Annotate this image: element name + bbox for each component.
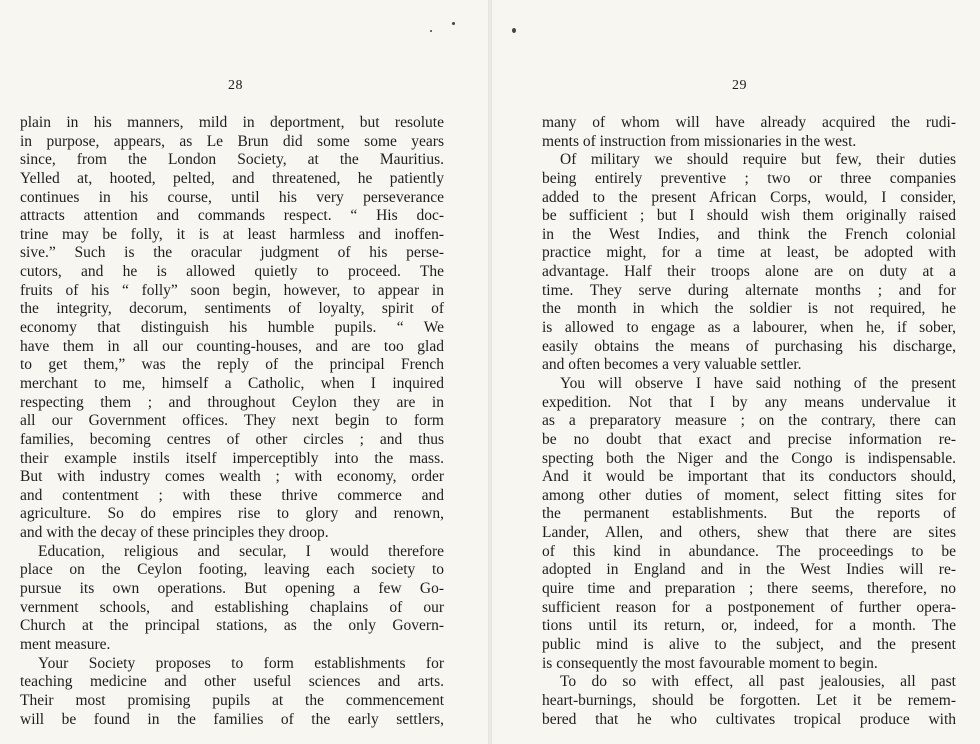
text-line: ment measure. — [20, 635, 111, 653]
left-page — [0, 0, 488, 744]
text-line: agriculture. So do empires rise to glory and renown, — [20, 505, 444, 523]
text-line: as a preparatory measure ; on the contrary, there can — [542, 412, 956, 430]
text-line: among other duties of moment, select fitting sites for — [542, 486, 956, 504]
text-line: heart-burnings, should be forgotten. Let it be remem- — [542, 691, 956, 709]
text-line: in the West Indies, and think the French colonial — [542, 225, 956, 243]
text-line: will be found in the families of the early settlers, — [20, 710, 444, 728]
text-line: many of whom will have already acquired the rudi- — [542, 114, 956, 131]
text-line: public mind is alive to the subject, and the present — [542, 635, 956, 653]
text-line: trine may be folly, it is at least harmless and inoffen- — [20, 225, 444, 243]
text-line: Church at the principal stations, as the only Govern- — [20, 617, 444, 635]
text-line: To do so with effect, all past jealousies, all past — [560, 673, 956, 691]
text-line: continues in his course, until his very perseverance — [20, 188, 444, 206]
text-line: Of military we should require but few, their duties — [560, 151, 956, 169]
text-line: and contentment ; with these thrive commerce and — [20, 486, 444, 504]
text-line: their example instils itself imperceptibly into the mass. — [20, 449, 444, 467]
text-line: families, becoming centres of other circles ; and thus — [20, 430, 444, 448]
text-line: be sufficient ; but I should wish them originally raised — [542, 207, 956, 225]
right-page-text — [542, 114, 956, 729]
text-line: the integrity, decorum, sentiments of loyalty, spirit of — [20, 300, 444, 318]
text-line: vernment schools, and establishing chaplains of our — [20, 598, 444, 616]
right-page — [492, 0, 980, 744]
text-line: easily obtains the means of purchasing his discharge, — [542, 337, 956, 355]
text-line: sive.” Such is the oracular judgment of his perse- — [20, 244, 444, 262]
text-line: have them in all our counting-houses, and are too glad — [20, 337, 444, 355]
text-line: economy that distinguish his humble pupils. “ We — [20, 319, 444, 337]
text-line: advantage. Half their troops alone are on duty at a — [542, 263, 956, 281]
text-line: Education, religious and secular, I would therefore — [38, 542, 444, 560]
text-line: is consequently the most favourable moment to begin. — [542, 654, 878, 672]
text-line: And it would be important that its conductors should, — [542, 468, 956, 486]
text-line: and with the decay of these principles they droop. — [20, 524, 329, 542]
text-line: all our Government offices. They next begin to form — [20, 412, 444, 430]
text-line: attracts attention and commands respect. “ His doc- — [20, 207, 444, 225]
text-line: of this kind in abundance. The proceedings to be — [542, 542, 956, 560]
text-line: cutors, and he is allowed quietly to proceed. The — [20, 263, 444, 281]
text-line: place on the Ceylon footing, leaving each society to — [20, 561, 444, 579]
text-line: merchant to me, himself a Catholic, when I inquired — [20, 374, 444, 392]
text-line: the month in which the soldier is not required, he — [542, 300, 956, 318]
text-line: time. They serve during alternate months ; and for — [542, 281, 956, 299]
text-line: teaching medicine and other useful sciences and arts. — [20, 673, 444, 691]
page-number: 28 — [228, 78, 243, 93]
text-line: since, from the London Society, at the Mauritius. — [20, 151, 444, 169]
text-line: practice might, for a time at least, be adopted with — [542, 244, 956, 262]
text-line: Lander, Allen, and others, shew that there are sites — [542, 524, 956, 542]
text-line: sufficient reason for a postponement of further opera- — [542, 598, 956, 616]
text-line: But with industry comes wealth ; with economy, order — [20, 468, 444, 486]
text-line: be no doubt that exact and precise information re- — [542, 430, 956, 448]
text-line: You will observe I have said nothing of the present — [560, 374, 956, 392]
text-line: ments of instruction from missionaries in the west. — [542, 132, 857, 150]
text-line: Yelled at, hooted, pelted, and threatened, he patiently — [20, 169, 444, 187]
text-line: added to the present African Corps, would, I consider, — [542, 188, 956, 206]
text-line: adopted in England and in the West Indies will re- — [542, 561, 956, 579]
text-line: tions until its return, or, indeed, for a month. The — [542, 617, 956, 635]
text-line: respecting them ; and throughout Ceylon they are in — [20, 393, 444, 411]
page-number: 29 — [732, 78, 747, 93]
text-line: to get them,” was the reply of the principal French — [20, 356, 444, 374]
text-line: fruits of his “ folly” soon begin, however, to appear in — [20, 281, 444, 299]
left-page-text — [20, 114, 444, 729]
text-line: quire time and preparation ; there seems, therefore, no — [542, 580, 956, 598]
text-line: Their most promising pupils at the commencement — [20, 691, 444, 709]
text-line: in purpose, appears, as Le Brun did some some years — [20, 132, 444, 150]
text-line: Your Society proposes to form establishments for — [38, 654, 444, 672]
text-line: pursue its own operations. But opening a few Go- — [20, 580, 444, 598]
text-line: is allowed to engage as a labourer, when he, if sober, — [542, 319, 956, 337]
text-line: specting both the Niger and the Congo is indispensable. — [542, 449, 956, 467]
text-line: and often becomes a very valuable settler. — [542, 356, 802, 374]
text-line: expedition. Not that I by any means undervalue it — [542, 393, 956, 411]
text-line: plain in his manners, mild in deportment, but resolute — [20, 114, 444, 131]
text-line: the permanent establishments. But the reports of — [542, 505, 956, 523]
text-line: bered that he who cultivates tropical produce with — [542, 710, 956, 728]
text-line: being entirely preventive ; two or three companies — [542, 169, 956, 187]
